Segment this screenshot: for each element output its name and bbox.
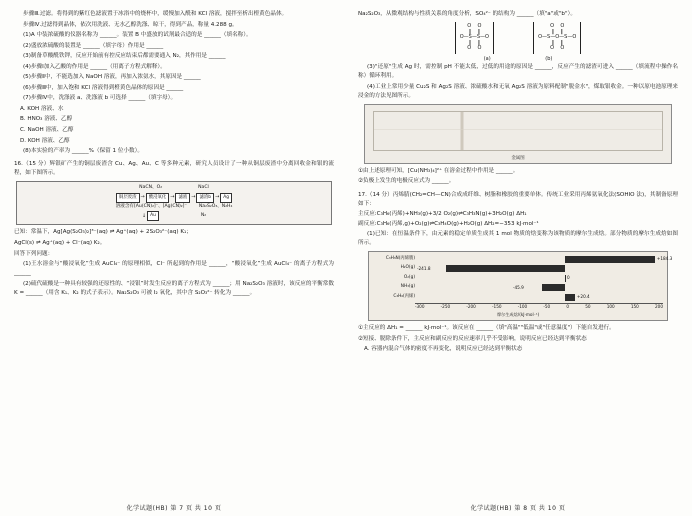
option-c: C. NaOH 溶液、乙醇 [20,127,74,134]
chart-track-2 [417,275,663,282]
xtick-4: -100 [517,304,528,310]
step-c-text: 步骤Ⅳ.过滤得到晶体，依次用洗液、无水乙醇洗涤、晾干，得到产品，称量 4.288 g。 [23,21,238,28]
arrow-icon: → [170,194,175,201]
structure-a [455,22,494,54]
structure-b-formula: O O ‖ ‖ O—S—O—S—O ‖ ‖ O O [538,23,577,52]
xtick-9: 150 [630,304,639,310]
xtick-0: -300 [415,304,425,310]
caption-b: (b) [545,56,553,63]
structure-b [533,22,581,54]
chart-bar-4 [565,294,575,301]
chart-value-2: 0 [567,275,570,281]
flow-reagent-nacn: NaCN、O₂ [139,185,163,191]
side-reaction-equation: 副反应:C₃H₆(丙烯,g)+O₂(g)⇌C₃H₄O(g)+H₂O(g) ΔH₂=−353 kJ·mol⁻¹ [358,221,539,228]
flow-reagents-top [20,185,328,191]
question-na2s2o3: Na₂S₂O₃，从微观结构与性质关系的角度分析，SO₄²⁻ 的结构为 ______（填"a"或"b"）。 [358,11,576,17]
question-3: (3)制备草酸酰铁钾，反应开始前有控反应结束后都需要通入 N₂，其作用是 ______ [23,53,226,60]
chart-bar-1 [446,265,565,272]
chart-label-4: C₃H₆(丙烯) [393,293,415,299]
question-4-1: ①由上述原理可知，[Cu(NH₃)₄]²⁺ 在溶金过程中作用是 ______。 [358,167,519,174]
chart-label-1: H₂O(g) [400,265,415,271]
xtick-10: 200 [655,304,663,310]
chart-row-2 [373,274,663,282]
arrow-icon: → [191,194,196,201]
question-17-option-a: A. 容器内混合气体的密度不再变化，说明反应已经达到平衡状态 [364,346,523,353]
chart-x-axis [415,303,663,311]
flow-node-waste: 铜层废渣 [116,193,140,203]
chart-value-1: -241.8 [417,265,431,271]
chart-bar-0 [565,256,656,263]
question-8: (8)本实验的产率为 ______%（保留 1 位小数）。 [23,148,144,155]
flow-node-n2: N₂ [200,213,207,219]
question-5: (5)步骤Ⅱ中，不能选加入 NaOH 溶液，再加入浓氨水，其原因是 ______ [23,74,201,81]
chart-label-0: C₃H₃N(丙烯腈) [385,255,415,261]
question-4-right: (4)工业上常用少量 Cu₂S 和 Ag₂S 溶液、浓硫酸水和无氧 Ag₂S 溶液为原料配制"脱金水"，煤取银收金。一种以原电池原理来浸金的方法见图所示。 [358,83,678,99]
structure-captions [358,55,678,63]
xtick-6: 0 [566,304,570,310]
question-4: (4)步骤Ⅰ加入乙酸的作用是 ______（用离子方程式解释）。 [23,63,166,70]
caption-a: (a) [483,56,491,63]
flow-main-row [20,193,328,203]
question-1: (1)A 中装浓硫酸的仪器名称为 ______。装置 B 中盛放的试剂最合适的是 ______（填名称）。 [23,32,252,39]
flow-node-filtrate: 滤液 [175,193,190,203]
chart-bar-2 [565,275,566,282]
flow-node-residue: 滤渣b [196,193,214,203]
structure-a-formula: O O ‖ ‖ O—S—S—O ‖ ‖ O O [459,23,489,52]
chart-track-0 [417,256,673,263]
chart-row-0 [373,255,673,263]
chart-value-0: +184.3 [656,256,673,262]
flow-note-cyanide: 溶液含有[Au(CN)₂]⁻、[Ag(CN)₂]⁻ [115,203,187,209]
right-column [358,10,678,492]
xtick-7: 50 [585,304,591,310]
question-16-2: (2)硫代硫酸是一种具有较强的还原性的、“浸银”时发生反应的离子方程式为 ______；用 Na₂S₂O₃ 溶液时，该反应的平衡常数 K = ______（用含 K₁、K₂ 的式子表示）。Na₂S₂O₃ 可被 I₂ 氧化，其中含 S₂O₃²⁻ 转化为 ______。 [14,280,334,296]
xtick-5: -50 [543,304,551,310]
footer-right: 化学试题(HB) 第 8 页 共 10 页 [470,505,566,512]
question-4-2: ②负极上发生的电极反应式为 ______。 [358,178,455,185]
chart-label-2: O₂(g) [403,274,415,280]
chart-bar-3 [542,284,565,291]
xtick-8: 100 [606,304,615,310]
known-condition-1: 已知：常温下，Ag[Ag(S₂O₃)₂]³⁻(aq) ⇌ Ag⁺(aq) + 2S₂O₃²⁻(aq) K₁； [14,229,192,236]
known-condition-2: AgCl(s) ⇌ Ag⁺(aq) + Cl⁻(aq) K₂。 [14,239,106,246]
chart-row-4 [373,293,663,301]
arrow-down-icon: ↓ [141,212,147,219]
flow-node-leach: 酸浸氧化 [146,193,170,203]
structure-figures [358,22,678,54]
figure-caption: 金属图 [511,155,525,161]
flow-node-gold: Au [147,211,159,221]
cell-sketch [373,111,663,151]
chart-axis-title: 摩尔生成焓/(kJ·mol⁻¹) [496,311,540,317]
flow-node-silver: Ag [220,193,232,203]
chart-row-1 [373,265,663,273]
question-17-1: (1)已知：在恒温条件下，由元素的稳定单质生成其 1 mol 物质的焓变称为该物质的摩尔生成焓。部分物质的摩尔生成焓如图所示。 [358,231,678,247]
chart-track-3 [417,284,663,291]
question-17-3: ②短接、脱除条件下，主反应和副反应的反应速率几乎不受影响，说明反应已经达到平衡状态 [358,335,587,342]
option-b: B. HNO₃ 溶液、乙醇 [20,116,73,123]
chart-row-3 [373,284,663,292]
flow-note-thiosulfate: Na₂S₂O₃、N₂H₄ [198,203,233,209]
enthalpy-bar-chart [368,251,673,321]
chart-value-4: +20.4 [576,294,590,300]
arrow-icon: → [140,194,145,201]
flow-gold-row [20,211,328,221]
footer-left: 化学试题(HB) 第 7 页 共 10 页 [126,505,222,512]
chart-label-3: NH₃(g) [400,284,415,290]
answer-prompt: 回答下列问题： [14,250,54,257]
chart-track-1 [417,265,663,272]
option-a: A. KOH 溶液、水 [20,105,64,112]
question-16-head: 16.（15 分）辉银矿产生的铜层废渣含 Cu、Ag、Au、C 等多种元素，研究人员设计了一种从铜层废渣中分离回收金和银的流程，如下图所示。 [14,161,334,177]
xtick-1: -250 [440,304,451,310]
step-b-text: 步骤Ⅲ.过滤。将得到的紫红色滤液置于冰浴中的烧杯中，缓慢加入酰和 KCl 溶液，搅拌至析出橙黄色晶体。 [23,11,288,17]
chart-track-4 [417,294,663,301]
arrow-icon: → [215,194,220,201]
question-17-2: ①主反应的 ΔH₁ = ______ kJ·mol⁻¹。该反应在 ______（填"高温""低温"或"任意温度"）下能自发进行。 [358,325,615,332]
question-16-1: (1)王水溶金与“酸浸氧化”生成 AuCl₄⁻ 的原理相似，Cl⁻ 所起到的作用是 ______，“酸浸氧化”生成 AuCl₄⁻ 的离子方程式为 ______ [14,261,334,277]
recovery-flow-diagram [16,181,332,225]
flow-reagent-nacl: NaCl [198,185,209,191]
question-3-right: (3)"还原"生成 Ag 时，需控制 pH 不能太低，过低的用途的原因是 ______，反应产生的滤渣可进入 ______（填流程中操作名称）循环利用。 [358,64,678,80]
option-d: D. KOH 溶液、乙醇 [20,137,70,144]
question-7: (7)步骤Ⅳ中，洗涤液 a、洗涤液 b 可选择 ______（填字母）。 [23,95,177,102]
xtick-3: -150 [492,304,502,310]
question-2: (2)盛放浓硫酸的装置是 ______（填字母）作用是 ______ [23,42,164,49]
question-17-head: 17.（14 分）丙烯腈(CH₂=CH—CN)合成成纤维、树脂和橡胶的重要单体。传统工业采用丙烯氨氧化法(SOHIO 法)，其制备原理如下： [358,191,678,207]
main-reaction-equation: 主反应:C₃H₆(丙烯)+NH₃(g)+3/2 O₂(g)⇌C₃H₃N(g)+3H₂O(g) ΔH₁ [358,211,527,218]
electrochemical-cell-figure [364,104,672,164]
chart-value-3: -45.9 [512,284,524,290]
flow-labels-row [20,204,328,210]
left-column [14,10,334,492]
question-6: (6)步骤Ⅲ中，加入饱和 KCl 溶液得到橙黄色晶体的原因是 ______ [23,84,184,91]
xtick-2: -200 [466,304,476,310]
